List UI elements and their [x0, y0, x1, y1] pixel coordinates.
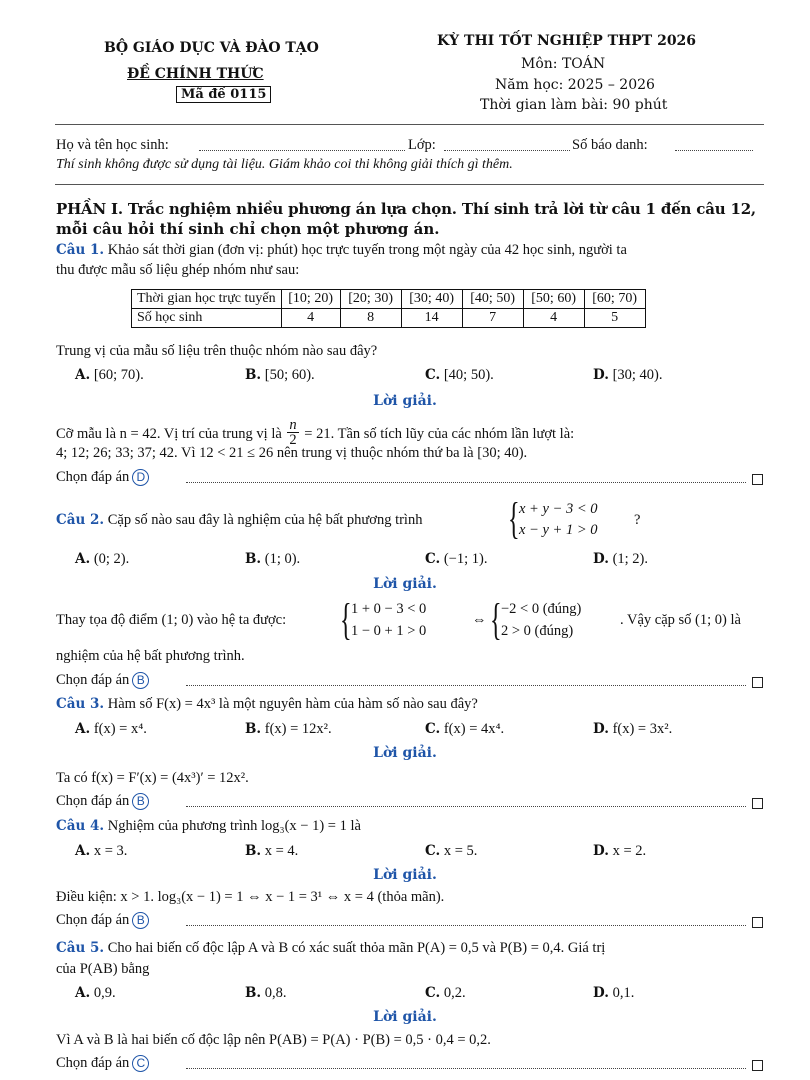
option-c[interactable]: C. x = 5. [425, 843, 478, 859]
question-1-label: Câu 1. [56, 242, 105, 258]
option-c[interactable]: C. 0,2. [425, 985, 466, 1001]
system-line-6: 2 > 0 (đúng) [501, 623, 574, 639]
frequency-table [131, 289, 646, 328]
table-cell: [10; 20) [281, 290, 340, 309]
question-3-text: Hàm số F(x) = 4x³ là một nguyên hàm của hàm số nào sau đây? [107, 696, 478, 712]
solution-heading: Lời giải. [373, 393, 437, 409]
student-id-line[interactable] [675, 150, 753, 151]
solution-1-line1: Cỡ mẫu là n = 42. Vị trí của trung vị là $\frac{n}{2}$ = 21. Tần số tích lũy của các nhóm lần lượt là: [56, 417, 575, 448]
answer-badge: B [132, 793, 149, 810]
table-row [132, 290, 646, 309]
choose-answer-1: Chọn đáp án D [56, 469, 149, 486]
solution-2-conclusion: . Vậy cặp số (1; 0) là [620, 612, 741, 628]
question-1-prompt: Trung vị của mẫu số liệu trên thuộc nhóm nào sau đây? [56, 343, 378, 359]
solution-2-text: Thay tọa độ điểm (1; 0) vào hệ ta được: [56, 612, 287, 628]
solution-heading: Lời giải. [373, 867, 437, 883]
question-5 [56, 940, 605, 957]
option-b[interactable]: B. (1; 0). [245, 551, 301, 567]
question-1-text-cont: thu được mẫu số liệu ghép nhóm như sau: [56, 262, 300, 278]
option-b[interactable]: B. f(x) = 12x². [245, 721, 332, 737]
student-name-line[interactable] [199, 150, 405, 151]
class-line[interactable] [444, 150, 570, 151]
table-header-count: Số học sinh [132, 309, 282, 328]
option-a[interactable]: A. [60; 70). [75, 367, 144, 383]
option-a[interactable]: A. (0; 2). [75, 551, 130, 567]
option-d[interactable]: D. [30; 40). [593, 367, 663, 383]
equivalent-symbol: ⇔ [472, 612, 487, 628]
choose-answer-4: Chọn đáp án B [56, 912, 149, 929]
exam-duration: Thời gian làm bài: 90 phút [480, 97, 668, 113]
question-3 [56, 696, 478, 713]
header-divider [55, 124, 764, 125]
table-cell: [20; 30) [340, 290, 401, 309]
question-4-text: Nghiệm của phương trình log₃(x − 1) = 1 là [107, 818, 361, 834]
system-line-1: x + y − 3 < 0 [519, 501, 598, 517]
choose-answer-2: Chọn đáp án B [56, 672, 149, 689]
table-cell: 4 [281, 309, 340, 328]
question-2-label: Câu 2. [56, 512, 105, 528]
question-4 [56, 818, 361, 835]
option-d[interactable]: D. (1; 2). [593, 551, 648, 567]
solution-heading: Lời giải. [373, 745, 437, 761]
solution-3-text: Ta có f(x) = F′(x) = (4x³)′ = 12x². [56, 770, 249, 786]
class-label: Lớp: [408, 137, 436, 153]
table-cell: [30; 40) [401, 290, 462, 309]
option-b[interactable]: B. 0,8. [245, 985, 287, 1001]
solution-heading: Lời giải. [373, 576, 437, 592]
system-line-5: −2 < 0 (đúng) [501, 601, 582, 617]
info-divider [55, 184, 764, 185]
qed-icon [752, 798, 763, 809]
option-b[interactable]: B. x = 4. [245, 843, 299, 859]
answer-line [186, 1068, 746, 1069]
answer-line [186, 925, 746, 926]
solution-4-text: Điều kiện: x > 1. log₃(x − 1) = 1 ⇔ x − 1 = 3¹ ⇔ x = 4 (thỏa mãn). [56, 889, 445, 905]
table-cell: [40; 50) [462, 290, 523, 309]
answer-badge: B [132, 672, 149, 689]
part1-title: PHẦN I. Trắc nghiệm nhiều phương án lựa chọn. Thí sinh trả lời từ câu 1 đến câu 12, [56, 200, 756, 218]
qed-icon [752, 917, 763, 928]
solution-5-text: Vì A và B là hai biến cố độc lập nên P(AB) = P(A) · P(B) = 0,5 · 0,4 = 0,2. [56, 1032, 491, 1048]
brace-icon: { [340, 595, 352, 644]
qed-icon [752, 474, 763, 485]
question-5-text: Cho hai biến cố độc lập A và B có xác suất thỏa mãn P(A) = 0,5 và P(B) = 0,4. Giá trị [107, 940, 606, 956]
table-header-time: Thời gian học trực tuyến [132, 290, 282, 309]
answer-badge: D [132, 469, 149, 486]
question-2-text: Cặp số nào sau đây là nghiệm của hệ bất phương trình [107, 512, 423, 528]
question-2 [56, 512, 422, 529]
choose-answer-5: Chọn đáp án C [56, 1055, 149, 1072]
choose-answer-3: Chọn đáp án B [56, 793, 149, 810]
qed-icon [752, 677, 763, 688]
answer-badge: B [132, 912, 149, 929]
exam-title: KỲ THI TỐT NGHIỆP THPT 2026 [437, 33, 697, 49]
option-d[interactable]: D. x = 2. [593, 843, 647, 859]
part1-subtitle: mỗi câu hỏi thí sinh chỉ chọn một phương án. [56, 220, 440, 238]
official-label: ĐỀ CHÍNH THỨC [127, 66, 264, 82]
question-3-label: Câu 3. [56, 696, 105, 712]
table-cell: 14 [401, 309, 462, 328]
solution-1-line2: 4; 12; 26; 33; 37; 42. Vì 12 < 21 ≤ 26 nên trung vị thuộc nhóm thứ ba là [30; 40). [56, 445, 528, 461]
school-year: Năm học: 2025 – 2026 [495, 77, 655, 93]
brace-icon: { [490, 595, 502, 644]
question-1 [56, 242, 627, 259]
answer-line [186, 482, 746, 483]
subject: Môn: TOÁN [521, 56, 606, 72]
table-cell: 7 [462, 309, 523, 328]
question-5-text-cont: của P(AB) bằng [56, 961, 150, 977]
option-a[interactable]: A. 0,9. [75, 985, 116, 1001]
table-cell: 5 [584, 309, 645, 328]
table-cell: 8 [340, 309, 401, 328]
brace-icon: { [508, 494, 520, 543]
answer-line [186, 685, 746, 686]
system-line-2: x − y + 1 > 0 [519, 522, 598, 538]
table-cell: 4 [523, 309, 584, 328]
option-a[interactable]: A. f(x) = x⁴. [75, 721, 147, 737]
option-b[interactable]: B. [50; 60). [245, 367, 315, 383]
question-4-label: Câu 4. [56, 818, 105, 834]
student-id-label: Số báo danh: [572, 137, 648, 153]
option-c[interactable]: C. [40; 50). [425, 367, 494, 383]
student-name-label: Họ và tên học sinh: [56, 137, 169, 153]
ministry-name: BỘ GIÁO DỤC VÀ ĐÀO TẠO [104, 40, 319, 56]
system-line-3: 1 + 0 − 3 < 0 [351, 601, 427, 617]
option-a[interactable]: A. x = 3. [75, 843, 128, 859]
option-c[interactable]: C. (−1; 1). [425, 551, 488, 567]
system-line-4: 1 − 0 + 1 > 0 [351, 623, 427, 639]
qed-icon [752, 1060, 763, 1071]
solution-heading: Lời giải. [373, 1009, 437, 1025]
question-5-label: Câu 5. [56, 940, 105, 956]
table-cell: [50; 60) [523, 290, 584, 309]
answer-badge: C [132, 1055, 149, 1072]
question-1-text: Khảo sát thời gian (đơn vị: phút) học trực tuyến trong một ngày của 42 học sinh, người ta [107, 242, 627, 258]
option-d[interactable]: D. 0,1. [593, 985, 635, 1001]
solution-2-conclusion-cont: nghiệm của hệ bất phương trình. [56, 648, 245, 664]
exam-code: Mã đề 0115 [176, 86, 271, 103]
table-cell: [60; 70) [584, 290, 645, 309]
table-row [132, 309, 646, 328]
option-c[interactable]: C. f(x) = 4x⁴. [425, 721, 505, 737]
answer-line [186, 806, 746, 807]
question-mark: ? [634, 512, 641, 528]
option-d[interactable]: D. f(x) = 3x². [593, 721, 673, 737]
exam-instruction-note: Thí sinh không được sử dụng tài liệu. Giám khảo coi thi không giải thích gì thêm. [56, 157, 513, 172]
